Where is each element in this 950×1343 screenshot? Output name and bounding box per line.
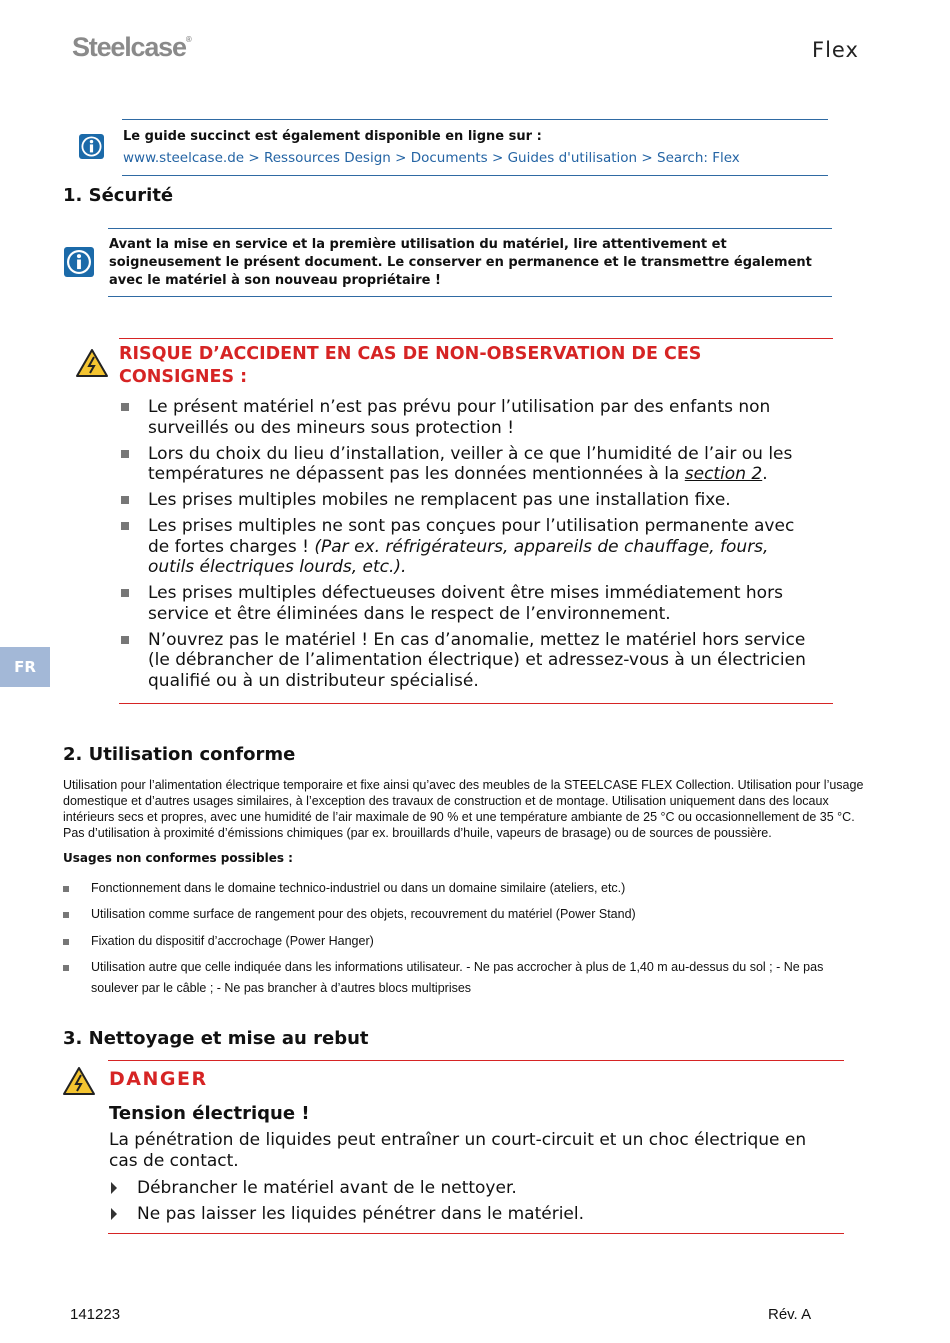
document-code: 141223 xyxy=(70,1306,121,1323)
section-heading-cleaning: 3. Nettoyage et mise au rebut xyxy=(63,1028,369,1049)
danger-text: La pénétration de liquides peut entraîner un court-circuit et un choc électrique en cas de contact. xyxy=(109,1130,807,1171)
warning-top-line xyxy=(119,338,833,339)
divider xyxy=(108,296,832,297)
list-item: Lors du choix du lieu d’installation, veiller à ce que l’humidité de l’air ou les températures ne dépassent pas les données mentionnées à la section 2. xyxy=(119,444,819,485)
danger-top-line xyxy=(108,1060,844,1061)
bullet-square-icon xyxy=(121,403,129,411)
danger-title: Tension électrique ! xyxy=(109,1103,310,1124)
intended-use-paragraph: Utilisation pour l’alimentation électrique temporaire et fixe ainsi qu’avec des meubles de la STEELCASE FLEX Collection. Utilisation pour l’usage domestique et d’autres usages similaires, à l’exception des travaux de construction et de montage. Utilisation uniquement dans des locaux intérieurs secs et propres, avec une humidité de l’air maximale de 90 % et une température ambiante de 25 °C ou occasionnellement de 35 °C. Pas d’utilisation à proximité d’émissions chimiques (par ex. brouillards d’huile, vapeurs de brasage) ou de sources de poussière. xyxy=(63,778,864,840)
bullet-square-icon xyxy=(121,589,129,597)
list-item: Le présent matériel n’est pas prévu pour l’utilisation par des enfants non surveillés ou des mineurs sous protection ! xyxy=(119,397,819,438)
safety-note: Avant la mise en service et la première utilisation du matériel, lire attentivement et soigneusement le présent document. Le conserver en permanence et le transmettre également avec le matériel à son nouveau propriétaire ! xyxy=(109,237,812,288)
electric-warning-icon xyxy=(75,348,109,382)
warning-title: RISQUE D’ACCIDENT EN CAS DE NON-OBSERVATION DE CES CONSIGNES : xyxy=(119,344,702,387)
list-item: Fonctionnement dans le domaine technico-industriel ou dans un domaine similaire (ateliers, etc.) xyxy=(63,878,851,899)
section-heading-safety: 1. Sécurité xyxy=(63,185,174,206)
misuse-title: Usages non conformes possibles : xyxy=(63,851,293,865)
list-item: Ne pas laisser les liquides pénétrer dans le matériel. xyxy=(108,1204,838,1224)
danger-label: DANGER xyxy=(109,1068,208,1090)
list-item: Utilisation autre que celle indiquée dans les informations utilisateur. - Ne pas accrocher à plus de 1,40 m au-dessus du sol ; - Ne pas soulever par le câble ; - Ne pas brancher à d’autres blocs multiprises xyxy=(63,957,851,999)
brand-logo: Steelcase® xyxy=(72,32,192,62)
danger-bottom-line xyxy=(108,1233,844,1234)
language-tab-fr: FR xyxy=(0,647,50,687)
list-item: Débrancher le matériel avant de le nettoyer. xyxy=(108,1178,838,1198)
bullet-square-icon xyxy=(63,912,69,918)
arrow-right-icon xyxy=(111,1208,117,1220)
arrow-right-icon xyxy=(111,1182,117,1194)
info-icon xyxy=(79,134,104,159)
bullet-square-icon xyxy=(121,522,129,530)
warning-list xyxy=(119,397,819,697)
electric-warning-icon xyxy=(62,1066,96,1100)
list-item: N’ouvrez pas le matériel ! En cas d’anomalie, mettez le matériel hors service (le débrancher de l’alimentation électrique) et adressez-vous à un électricien qualifié ou à un distributeur spécialisé. xyxy=(119,630,819,692)
info-icon xyxy=(64,247,94,277)
divider xyxy=(122,119,828,120)
list-item: Les prises multiples ne sont pas conçues pour l’utilisation permanente avec de fortes charges ! (Par ex. réfrigérateurs, appareils de chauffage, fours, outils électriques lourds, etc.). xyxy=(119,516,819,578)
product-name: Flex xyxy=(812,38,859,62)
list-item: Fixation du dispositif d’accrochage (Power Hanger) xyxy=(63,931,851,952)
warning-bottom-line xyxy=(119,703,833,704)
section-2-reference[interactable]: section 2 xyxy=(684,464,763,484)
bullet-square-icon xyxy=(121,450,129,458)
list-item: Les prises multiples défectueuses doivent être mises immédiatement hors service et être éliminées dans le respect de l’environnement. xyxy=(119,583,819,624)
online-guide-link[interactable]: www.steelcase.de > Ressources Design > Documents > Guides d'utilisation > Search: Flex xyxy=(123,150,740,166)
bullet-square-icon xyxy=(63,965,69,971)
divider xyxy=(122,175,828,176)
section-heading-intended-use: 2. Utilisation conforme xyxy=(63,744,296,765)
bullet-square-icon xyxy=(63,939,69,945)
bullet-square-icon xyxy=(121,636,129,644)
revision: Rév. A xyxy=(768,1306,812,1323)
list-item: Utilisation comme surface de rangement pour des objets, recouvrement du matériel (Power Stand) xyxy=(63,904,851,925)
list-item: Les prises multiples mobiles ne remplacent pas une installation fixe. xyxy=(119,490,819,511)
divider xyxy=(108,228,832,229)
danger-steps xyxy=(108,1178,838,1230)
bullet-square-icon xyxy=(121,496,129,504)
bullet-square-icon xyxy=(63,886,69,892)
online-guide-title: Le guide succinct est également disponible en ligne sur : xyxy=(123,129,542,144)
